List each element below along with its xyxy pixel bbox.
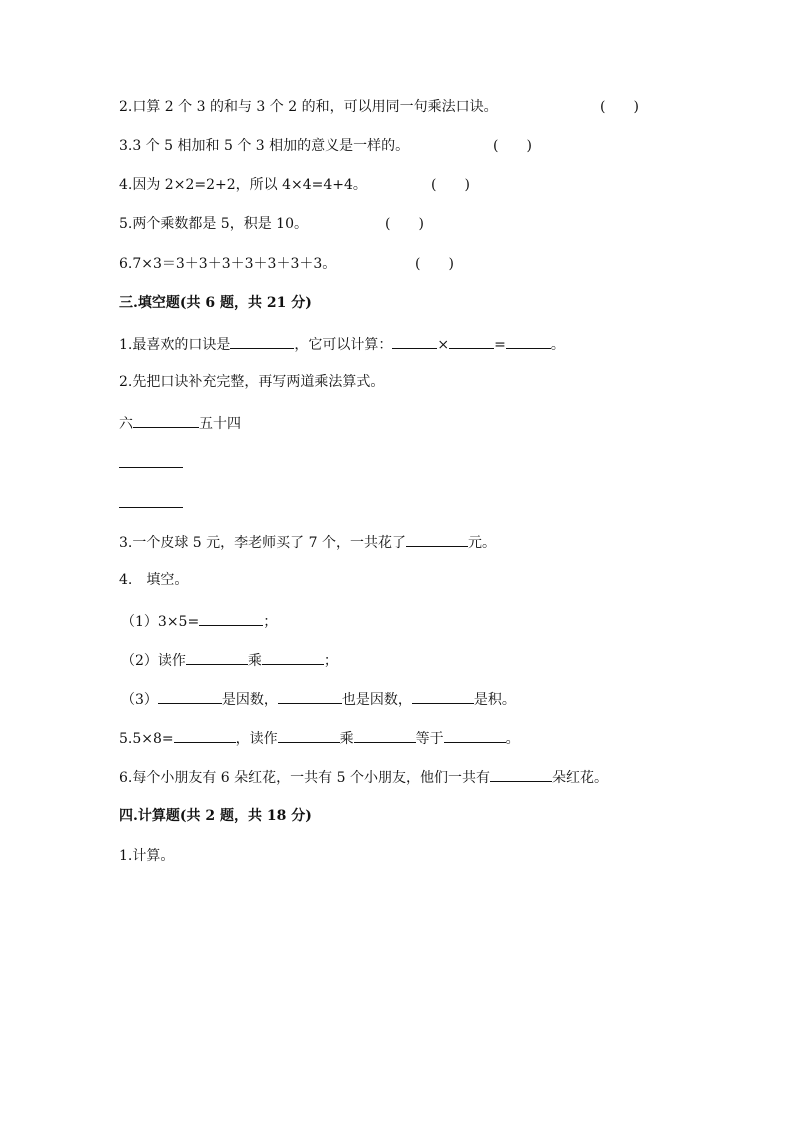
question-text: （3） bbox=[121, 692, 158, 708]
question-text: 1.最喜欢的口诀是 bbox=[119, 337, 231, 353]
question-text: 5.5×8= bbox=[119, 731, 174, 747]
fill-question-4-part-3 bbox=[121, 688, 516, 710]
fill-question-3 bbox=[119, 531, 496, 553]
judgement-item-6 bbox=[119, 254, 336, 274]
answer-blank[interactable] bbox=[392, 333, 437, 349]
question-text: 朵红花。 bbox=[551, 770, 608, 786]
question-text: ，它可以计算： bbox=[294, 337, 393, 353]
answer-paren[interactable]: ( ) bbox=[600, 99, 639, 115]
question-text: 。 bbox=[550, 337, 565, 353]
judgement-item-text: 6.7×3＝3＋3＋3＋3＋3＋3＋3。 bbox=[119, 256, 337, 272]
answer-paren[interactable]: ( ) bbox=[431, 177, 470, 193]
section-4-heading: 四.计算题(共 2 题，共 18 分) bbox=[119, 808, 312, 824]
judgement-item-text: 3.3 个 5 相加和 5 个 3 相加的意义是一样的。 bbox=[119, 138, 410, 154]
answer-blank[interactable] bbox=[230, 333, 294, 349]
judgement-item-4 bbox=[119, 175, 367, 195]
question-text: 等于 bbox=[415, 731, 444, 747]
fill-question-5 bbox=[119, 727, 520, 749]
fill-question-6 bbox=[119, 766, 608, 788]
answer-blank[interactable] bbox=[199, 610, 263, 626]
question-text: ，读作 bbox=[235, 731, 278, 747]
answer-paren[interactable]: ( ) bbox=[385, 216, 424, 232]
question-text: （1）3×5= bbox=[121, 614, 200, 630]
answer-blank[interactable] bbox=[449, 333, 494, 349]
judgement-item-2 bbox=[119, 97, 498, 117]
answer-blank[interactable] bbox=[278, 688, 342, 704]
question-text: 也是因数， bbox=[341, 692, 412, 708]
question-text: 元。 bbox=[467, 535, 496, 551]
question-text: 是因数， bbox=[221, 692, 278, 708]
judgement-item-text: 2.口算 2 个 3 的和与 3 个 2 的和，可以用同一句乘法口诀。 bbox=[119, 99, 498, 115]
question-text: ； bbox=[323, 653, 338, 669]
answer-blank[interactable] bbox=[278, 727, 340, 743]
answer-blank[interactable] bbox=[186, 649, 248, 665]
answer-blank[interactable] bbox=[412, 688, 474, 704]
question-text: ； bbox=[263, 614, 278, 630]
question-text: 6.每个小朋友有 6 朵红花，一共有 5 个小朋友，他们一共有 bbox=[119, 770, 490, 786]
question-text: 乘 bbox=[339, 731, 354, 747]
answer-blank[interactable] bbox=[158, 688, 222, 704]
answer-blank[interactable] bbox=[444, 727, 506, 743]
question-text: 乘 bbox=[247, 653, 262, 669]
question-text: 是积。 bbox=[473, 692, 516, 708]
answer-blank[interactable] bbox=[119, 507, 183, 508]
question-text: 。 bbox=[505, 731, 520, 747]
question-text: （2）读作 bbox=[121, 653, 186, 669]
judgement-item-3 bbox=[119, 136, 409, 156]
answer-paren[interactable]: ( ) bbox=[493, 138, 532, 154]
fill-question-2: 2.先把口诀补充完整，再写两道乘法算式。 bbox=[119, 374, 385, 390]
answer-blank[interactable] bbox=[490, 766, 552, 782]
judgement-item-text: 5.两个乘数都是 5，积是 10。 bbox=[119, 216, 308, 232]
fill-question-4-part-1 bbox=[121, 610, 277, 632]
calc-question-1: 1.计算。 bbox=[119, 848, 175, 864]
answer-blank[interactable] bbox=[354, 727, 416, 743]
fill-question-4: 4. 填空。 bbox=[119, 572, 189, 588]
answer-paren[interactable]: ( ) bbox=[415, 256, 454, 272]
judgement-item-text: 4.因为 2×2=2+2，所以 4×4=4+4。 bbox=[119, 177, 367, 193]
answer-blank[interactable] bbox=[262, 649, 324, 665]
answer-blank[interactable] bbox=[174, 727, 236, 743]
answer-blank[interactable] bbox=[133, 412, 199, 428]
fill-question-4-part-2 bbox=[121, 649, 338, 671]
fill-question-1 bbox=[119, 333, 565, 355]
judgement-item-5 bbox=[119, 214, 308, 234]
question-text: 五十四 bbox=[199, 416, 241, 432]
equals-sign: = bbox=[494, 337, 506, 353]
question-text: 六 bbox=[119, 416, 133, 432]
answer-blank[interactable] bbox=[406, 531, 468, 547]
times-sign: × bbox=[437, 337, 450, 353]
incantation-line bbox=[119, 412, 241, 434]
section-3-heading: 三.填空题(共 6 题，共 21 分) bbox=[119, 295, 312, 311]
question-text: 3.一个皮球 5 元，李老师买了 7 个，一共花了 bbox=[119, 535, 406, 551]
answer-blank[interactable] bbox=[506, 333, 551, 349]
answer-blank[interactable] bbox=[119, 467, 183, 468]
